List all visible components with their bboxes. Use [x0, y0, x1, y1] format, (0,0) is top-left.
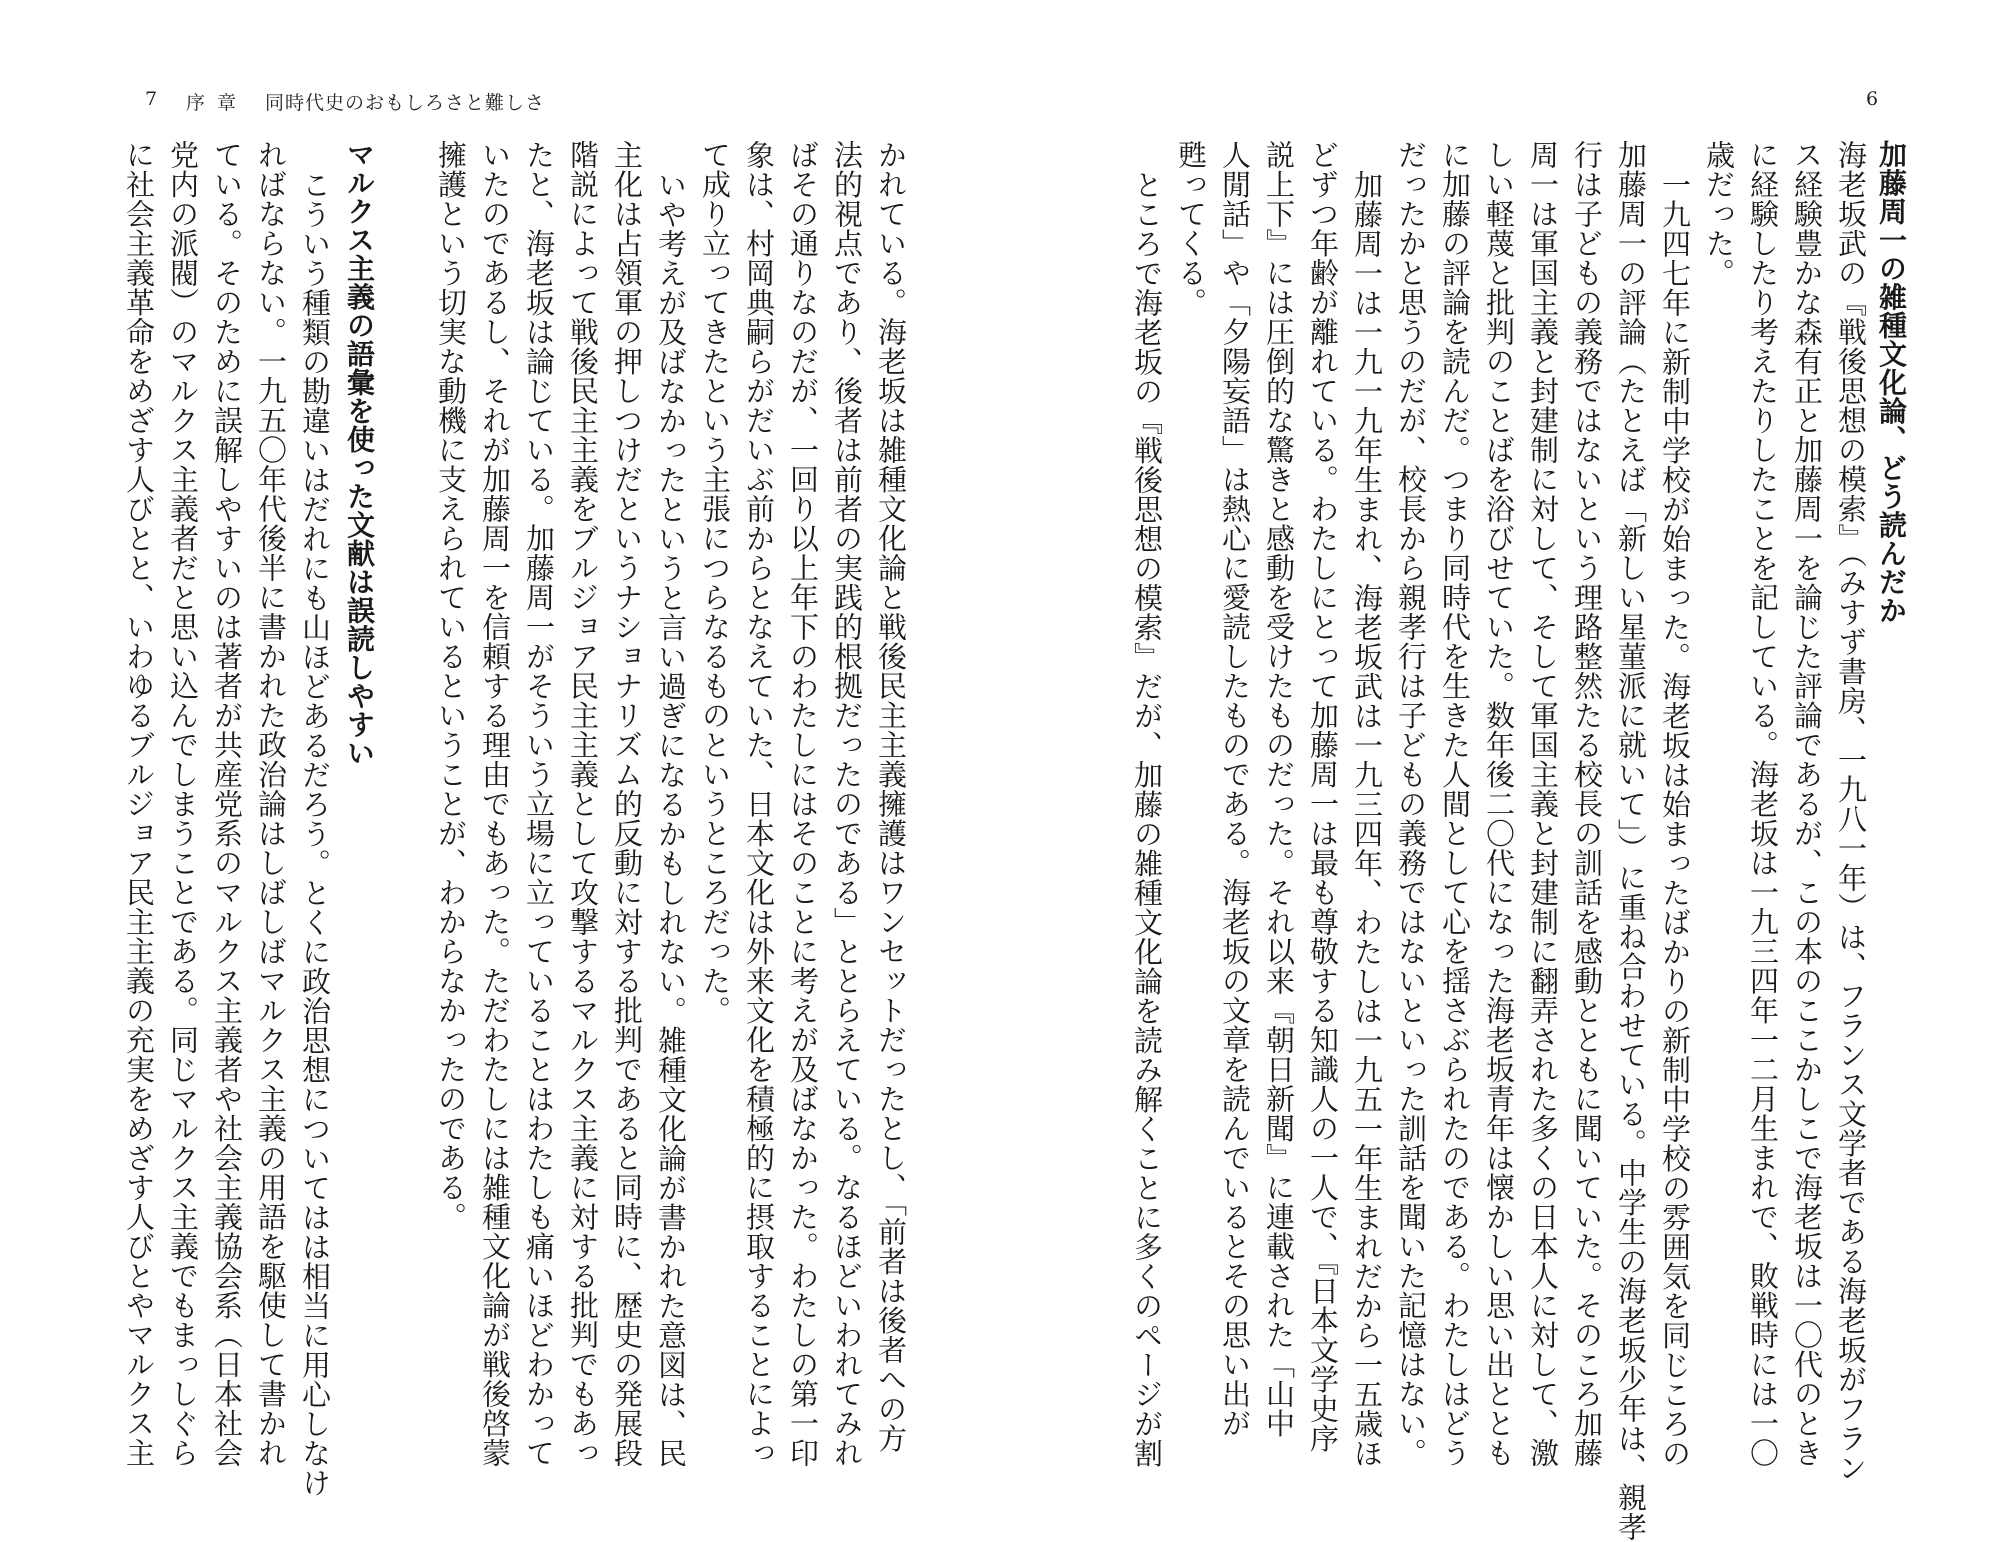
text-line: かれている。海老坂は雑種文化論と戦後民主主義擁護はワンセットだったとし、「前者は後者への方 [874, 140, 908, 1453]
text-line: 加藤周一の評論（たとえば「新しい星菫派に就いて」）に重ね合わせている。中学生の海老坂少年は、親孝 [1614, 140, 1648, 1542]
chapter-label: 序章 [186, 92, 249, 114]
left-page-number: 7 [145, 88, 158, 110]
right-page-number: 6 [1866, 88, 1879, 110]
text-line: ばその通りなのだが、一回り以上年下のわたしにはそのことに考えが及ばなかった。わたしの第一印 [786, 140, 820, 1468]
text-line: どずつ年齢が離れている。わたしにとって加藤周一は最も尊敬する知識人の一人で、『日本文学史序 [1306, 140, 1340, 1453]
text-line: に加藤の評論を読んだ。つまり同時代を生きた人間として心を揺さぶられたのである。わたしはどう [1438, 140, 1472, 1468]
section-heading: 加藤周一の雑種文化論、どう読んだか [1875, 140, 1908, 625]
text-line: ところで海老坂の『戦後思想の模索』だが、加藤の雑種文化論を読み解くことに多くのページが割 [1130, 170, 1164, 1468]
text-line: 階説によって戦後民主主義をブルジョア民主主義として攻撃するマルクス主義に対する批判でもあっ [566, 140, 600, 1468]
text-line: たと、海老坂は論じている。加藤周一がそういう立場に立っていることはわたしも痛いほどわかって [522, 140, 556, 1468]
text-line: 海老坂武の『戦後思想の模索』（みすず書房、一九八一年）は、フランス文学者である海老坂がフラン [1834, 140, 1868, 1483]
text-line: 加藤周一は一九一九年生まれ、海老坂武は一九三四年、わたしは一九五一年生まれだから一五歳ほ [1350, 170, 1384, 1468]
text-line: ればならない。一九五〇年代後半に書かれた政治論はしばしばマルクス主義の用語を駆使して書かれ [254, 140, 288, 1468]
text-line: だったかと思うのだが、校長から親孝行は子どもの義務ではないといった訓話を聞いた記憶はない。 [1394, 140, 1428, 1468]
text-line: こういう種類の勘違いはだれにも山ほどあるだろう。とくに政治思想についてはは相当に用心しなけ [298, 170, 332, 1498]
section-heading: マルクス主義の語彙を使った文献は誤読しやすい [343, 140, 376, 767]
text-line: 一九四七年に新制中学校が始まった。海老坂は始まったばかりの新制中学校の雰囲気を同じころの [1658, 170, 1692, 1468]
text-line: 主化は占領軍の押しつけだというナショナリズム的反動に対する批判であると同時に、歴史の発展段 [610, 140, 644, 1468]
text-line: しい軽蔑と批判のことばを浴びせていた。数年後二〇代になった海老坂青年は懐かしい思い出ととも [1482, 140, 1516, 1468]
text-line: 説上下』には圧倒的な驚きと感動を受けたものだった。それ以来『朝日新聞』に連載された「山中 [1262, 140, 1296, 1438]
text-line: 周一は軍国主義と封建制に対して、そして軍国主義と封建制に翻弄された多くの日本人に対して、激 [1526, 140, 1560, 1468]
text-line: 行は子どもの義務ではないという理路整然たる校長の訓話を感動とともに聞いていた。そのころ加藤 [1570, 140, 1604, 1468]
text-line: 擁護という切実な動機に支えられているということが、わからなかったのである。 [434, 140, 468, 1232]
text-line: に社会主義革命をめざす人びとと、いわゆるブルジョア民主主義の充実をめざす人びとやマルクス主 [122, 140, 156, 1468]
text-line: 象は、村岡典嗣らがだいぶ前からとなえていた、日本文化は外来文化を積極的に摂取することによっ [742, 140, 776, 1468]
text-line: 人閒話」や「夕陽妄語」は熱心に愛読したものである。海老坂の文章を読んでいるとその思い出が [1218, 140, 1252, 1438]
text-line: 法的視点であり、後者は前者の実践的根拠だったのである」ととらえている。なるほどいわれてみれ [830, 140, 864, 1468]
text-line: 歳だった。 [1702, 140, 1736, 288]
text-line: ている。そのために誤解しやすいのは著者が共産党系のマルクス主義者や社会主義協会系（日本社会 [210, 140, 244, 1468]
text-line: 党内の派閥）のマルクス主義者だと思い込んでしまうことである。同じマルクス主義でもまっしぐら [166, 140, 200, 1468]
text-line: に経験したり考えたりしたことを記している。海老坂は一九三四年一二月生まれで、敗戦時には一〇 [1746, 140, 1780, 1468]
text-line: て成り立ってきたという主張につらなるものというところだった。 [698, 140, 732, 1025]
text-line: いや考えが及ばなかったというと言い過ぎになるかもしれない。雑種文化論が書かれた意図は、民 [654, 170, 688, 1468]
text-line: 甦ってくる。 [1174, 140, 1208, 317]
text-line: ス経験豊かな森有正と加藤周一を論じた評論であるが、この本のここかしこで海老坂は一〇代のとき [1790, 140, 1824, 1468]
chapter-title: 同時代史のおもしろさと難しさ [265, 92, 546, 114]
text-line: いたのであるし、それが加藤周一を信頼する理由でもあった。ただわたしには雑種文化論が戦後啓蒙 [478, 140, 512, 1468]
